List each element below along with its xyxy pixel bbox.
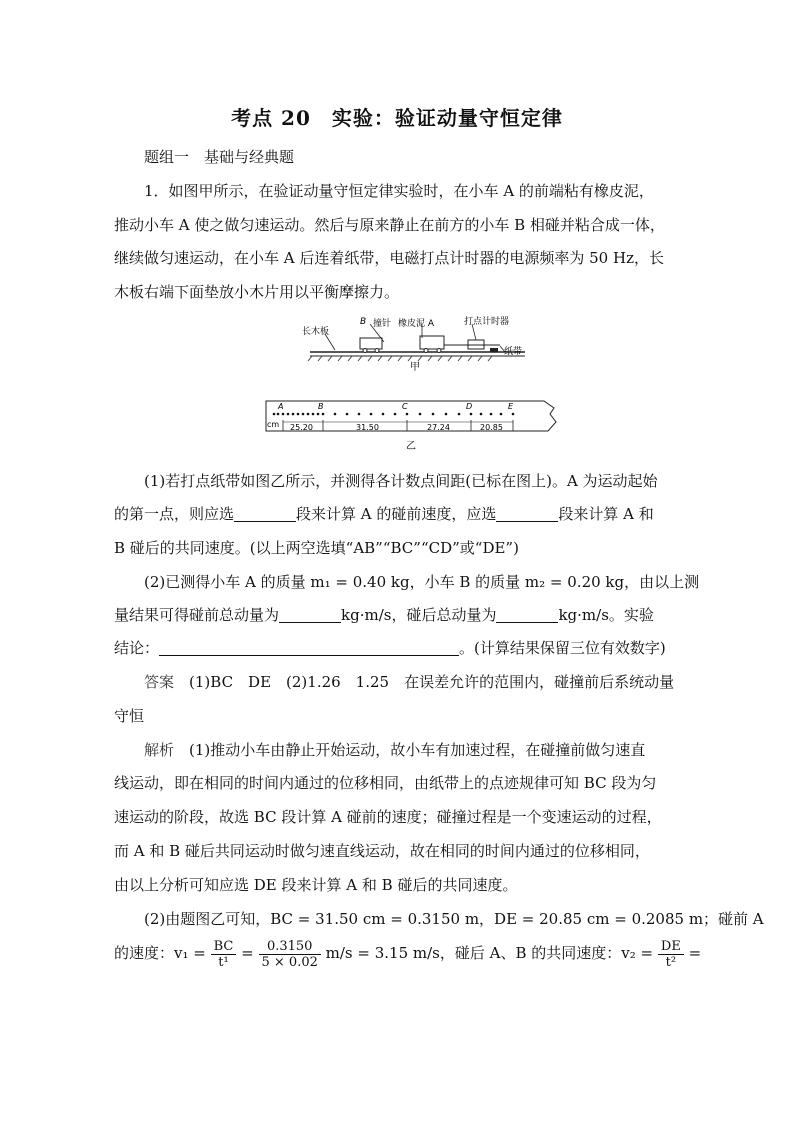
tape-dot xyxy=(307,413,310,416)
tape-dot xyxy=(292,413,295,416)
caption-yi: 乙 xyxy=(406,441,416,452)
tape-dot xyxy=(334,413,337,416)
answer-line-1 xyxy=(144,671,684,693)
analysis-line-4: 而 A 和 B 碰后共同运动时做匀速直线运动，故在相同的时间内通过的位移相同， xyxy=(114,842,650,860)
blank-5[interactable] xyxy=(159,639,459,656)
tape-dot xyxy=(287,413,290,416)
tape-dot xyxy=(470,413,473,416)
point-label-e: E xyxy=(508,402,514,411)
question-line-2: 推动小车 A 使之做匀速运动。然后与原来静止在前方的小车 B 相碰并粘合成一体， xyxy=(114,216,665,234)
frac2-numerator: 0.3150 xyxy=(259,939,321,955)
caption-jia: 甲 xyxy=(410,362,420,373)
blank-4[interactable] xyxy=(496,606,558,623)
wood-block xyxy=(490,348,498,352)
answer-line-2: 守恒 xyxy=(114,707,145,725)
question-line-4: 木板右端下面垫放小木片用以平衡摩擦力。 xyxy=(114,283,400,301)
sub1-text-b: 段来计算 A 的碰前速度，应选 xyxy=(296,505,497,523)
label-b: B xyxy=(360,317,367,327)
tape-dot xyxy=(317,413,320,416)
analysis-line-1 xyxy=(144,739,684,761)
sub-question-2-line-1: (2)已测得小车 A 的质量 m₁ = 0.40 kg，小车 B 的质量 m₂ = 0.20 kg，由以上测 xyxy=(144,573,700,591)
sub-question-2-line-3 xyxy=(114,637,684,659)
cart-a xyxy=(420,336,444,349)
blank-1[interactable] xyxy=(234,505,296,522)
cart-a-wheel-2 xyxy=(437,349,441,353)
tape-dot xyxy=(312,413,315,416)
tape-dot xyxy=(419,413,422,416)
fraction-de-over-t2 xyxy=(658,939,684,970)
analysis-text-1: (1)推动小车由静止开始运动，故小车有加速过程，在碰撞前做匀速直 xyxy=(189,741,646,759)
sub-question-1-line-2 xyxy=(114,503,684,525)
tape-dot xyxy=(358,413,361,416)
analysis-label: 解析 xyxy=(144,741,175,759)
label-board: 长木板 xyxy=(302,327,330,337)
label-needle: 撞针 xyxy=(373,319,392,329)
tape-dot xyxy=(512,413,515,416)
blank-2[interactable] xyxy=(496,505,558,522)
question-line-3: 继续做匀速运动，在小车 A 后连着纸带，电磁打点计时器的电源频率为 50 Hz，长 xyxy=(114,249,664,267)
blank-3[interactable] xyxy=(279,606,341,623)
tape-dot xyxy=(282,413,285,416)
tape-dot xyxy=(406,413,409,416)
tape-dot xyxy=(277,413,280,416)
cart-b-wheel-1 xyxy=(363,349,367,353)
analysis-line-5: 由以上分析可知应选 DE 段来计算 A 和 B 碰后的共同速度。 xyxy=(114,876,518,894)
velocity-1-label: 的速度：v₁ = xyxy=(114,944,206,962)
analysis-line-2: 线运动，即在相同的时间内通过的位移相同，由纸带上的点迹规律可知 BC 段为匀 xyxy=(114,774,657,792)
distance-cd: 27.24 xyxy=(427,423,450,432)
cart-b xyxy=(360,338,382,349)
tape-dot xyxy=(394,413,397,416)
sub2-conclusion-label: 结论： xyxy=(114,639,160,657)
sub2-conclusion-tail: 。(计算结果保留三位有效数字) xyxy=(459,639,666,657)
frac3-denominator: t² xyxy=(665,954,677,970)
sub2-text-c: kg·m/s。实验 xyxy=(558,606,654,624)
answer-text: (1)BC DE (2)1.26 1.25 在误差允许的范围内，碰撞前后系统动量 xyxy=(189,673,675,691)
cart-a-wheel-1 xyxy=(424,349,428,353)
equals-sign: = xyxy=(241,944,254,962)
group-label: 题组一 基础与经典题 xyxy=(144,148,295,166)
answer-label: 答案 xyxy=(144,673,175,691)
analysis-p2-line-1: (2)由题图乙可知，BC = 31.50 cm = 0.3150 m，DE = 20.85 cm = 0.2085 m；碰前 A xyxy=(144,910,764,928)
distance-bc: 31.50 xyxy=(356,423,379,432)
tape-dot xyxy=(490,413,493,416)
sub-question-1-line-3: B 碰后的共同速度。(以上两空选填“AB”“BC”“CD”或“DE”) xyxy=(114,539,519,557)
analysis-line-3: 速运动的阶段，故选 BC 段计算 A 碰前的速度；碰撞过程是一个变速运动的过程， xyxy=(114,808,662,826)
figure-yi xyxy=(262,398,562,454)
tape-dot xyxy=(480,413,483,416)
analysis-p2-line-2 xyxy=(114,936,702,970)
distance-ab: 25.20 xyxy=(290,423,313,432)
sub1-text-c: 段来计算 A 和 xyxy=(558,505,654,523)
tape-dot xyxy=(500,413,503,416)
tape-dot xyxy=(458,413,461,416)
velocity-result: m/s = 3.15 m/s，碰后 A、B 的共同速度：v₂ = xyxy=(325,944,654,962)
tape-dot xyxy=(302,413,305,416)
figure-jia xyxy=(300,312,530,374)
trailing-equals: = xyxy=(688,944,702,962)
label-timer: 打点计时器 xyxy=(464,317,510,327)
label-tape: 纸带 xyxy=(504,347,523,357)
label-putty: 橡皮泥 A xyxy=(398,319,435,329)
ground-hatching xyxy=(308,356,492,361)
unit-label: cm xyxy=(267,420,280,429)
frac1-denominator: t¹ xyxy=(218,954,229,970)
sub1-text-a: 的第一点，则应选 xyxy=(114,505,235,523)
tape-dot xyxy=(297,413,300,416)
tape-dot xyxy=(432,413,435,416)
sub2-text-a: 量结果可得碰前总动量为 xyxy=(114,606,280,624)
distance-de: 20.85 xyxy=(480,423,503,432)
sub-question-2-line-2 xyxy=(114,604,684,626)
frac1-numerator: BC xyxy=(211,939,237,955)
point-label-a: A xyxy=(278,402,284,411)
tape-dot xyxy=(370,413,373,416)
frac2-denominator: 5 × 0.02 xyxy=(261,954,318,970)
cart-b-wheel-2 xyxy=(375,349,379,353)
fraction-numeric xyxy=(259,939,321,970)
tape-dot xyxy=(322,413,325,416)
tape-dot xyxy=(273,413,276,416)
tape-dot xyxy=(445,413,448,416)
point-label-c: C xyxy=(402,402,408,411)
frac3-numerator: DE xyxy=(658,939,684,955)
page-title: 考点 20 实验：验证动量守恒定律 xyxy=(231,106,563,130)
question-line-1: 1．如图甲所示，在验证动量守恒定律实验时，在小车 A 的前端粘有橡皮泥， xyxy=(144,182,654,200)
sub2-text-b: kg·m/s，碰后总动量为 xyxy=(341,606,497,624)
point-label-d: D xyxy=(466,402,473,411)
fraction-bc-over-t1 xyxy=(211,939,237,970)
tape-dot xyxy=(346,413,349,416)
point-label-b: B xyxy=(318,402,324,411)
sub-question-1-line-1: (1)若打点纸带如图乙所示，并测得各计数点间距(已标在图上)。A 为运动起始 xyxy=(144,472,658,490)
tape-dot xyxy=(382,413,385,416)
